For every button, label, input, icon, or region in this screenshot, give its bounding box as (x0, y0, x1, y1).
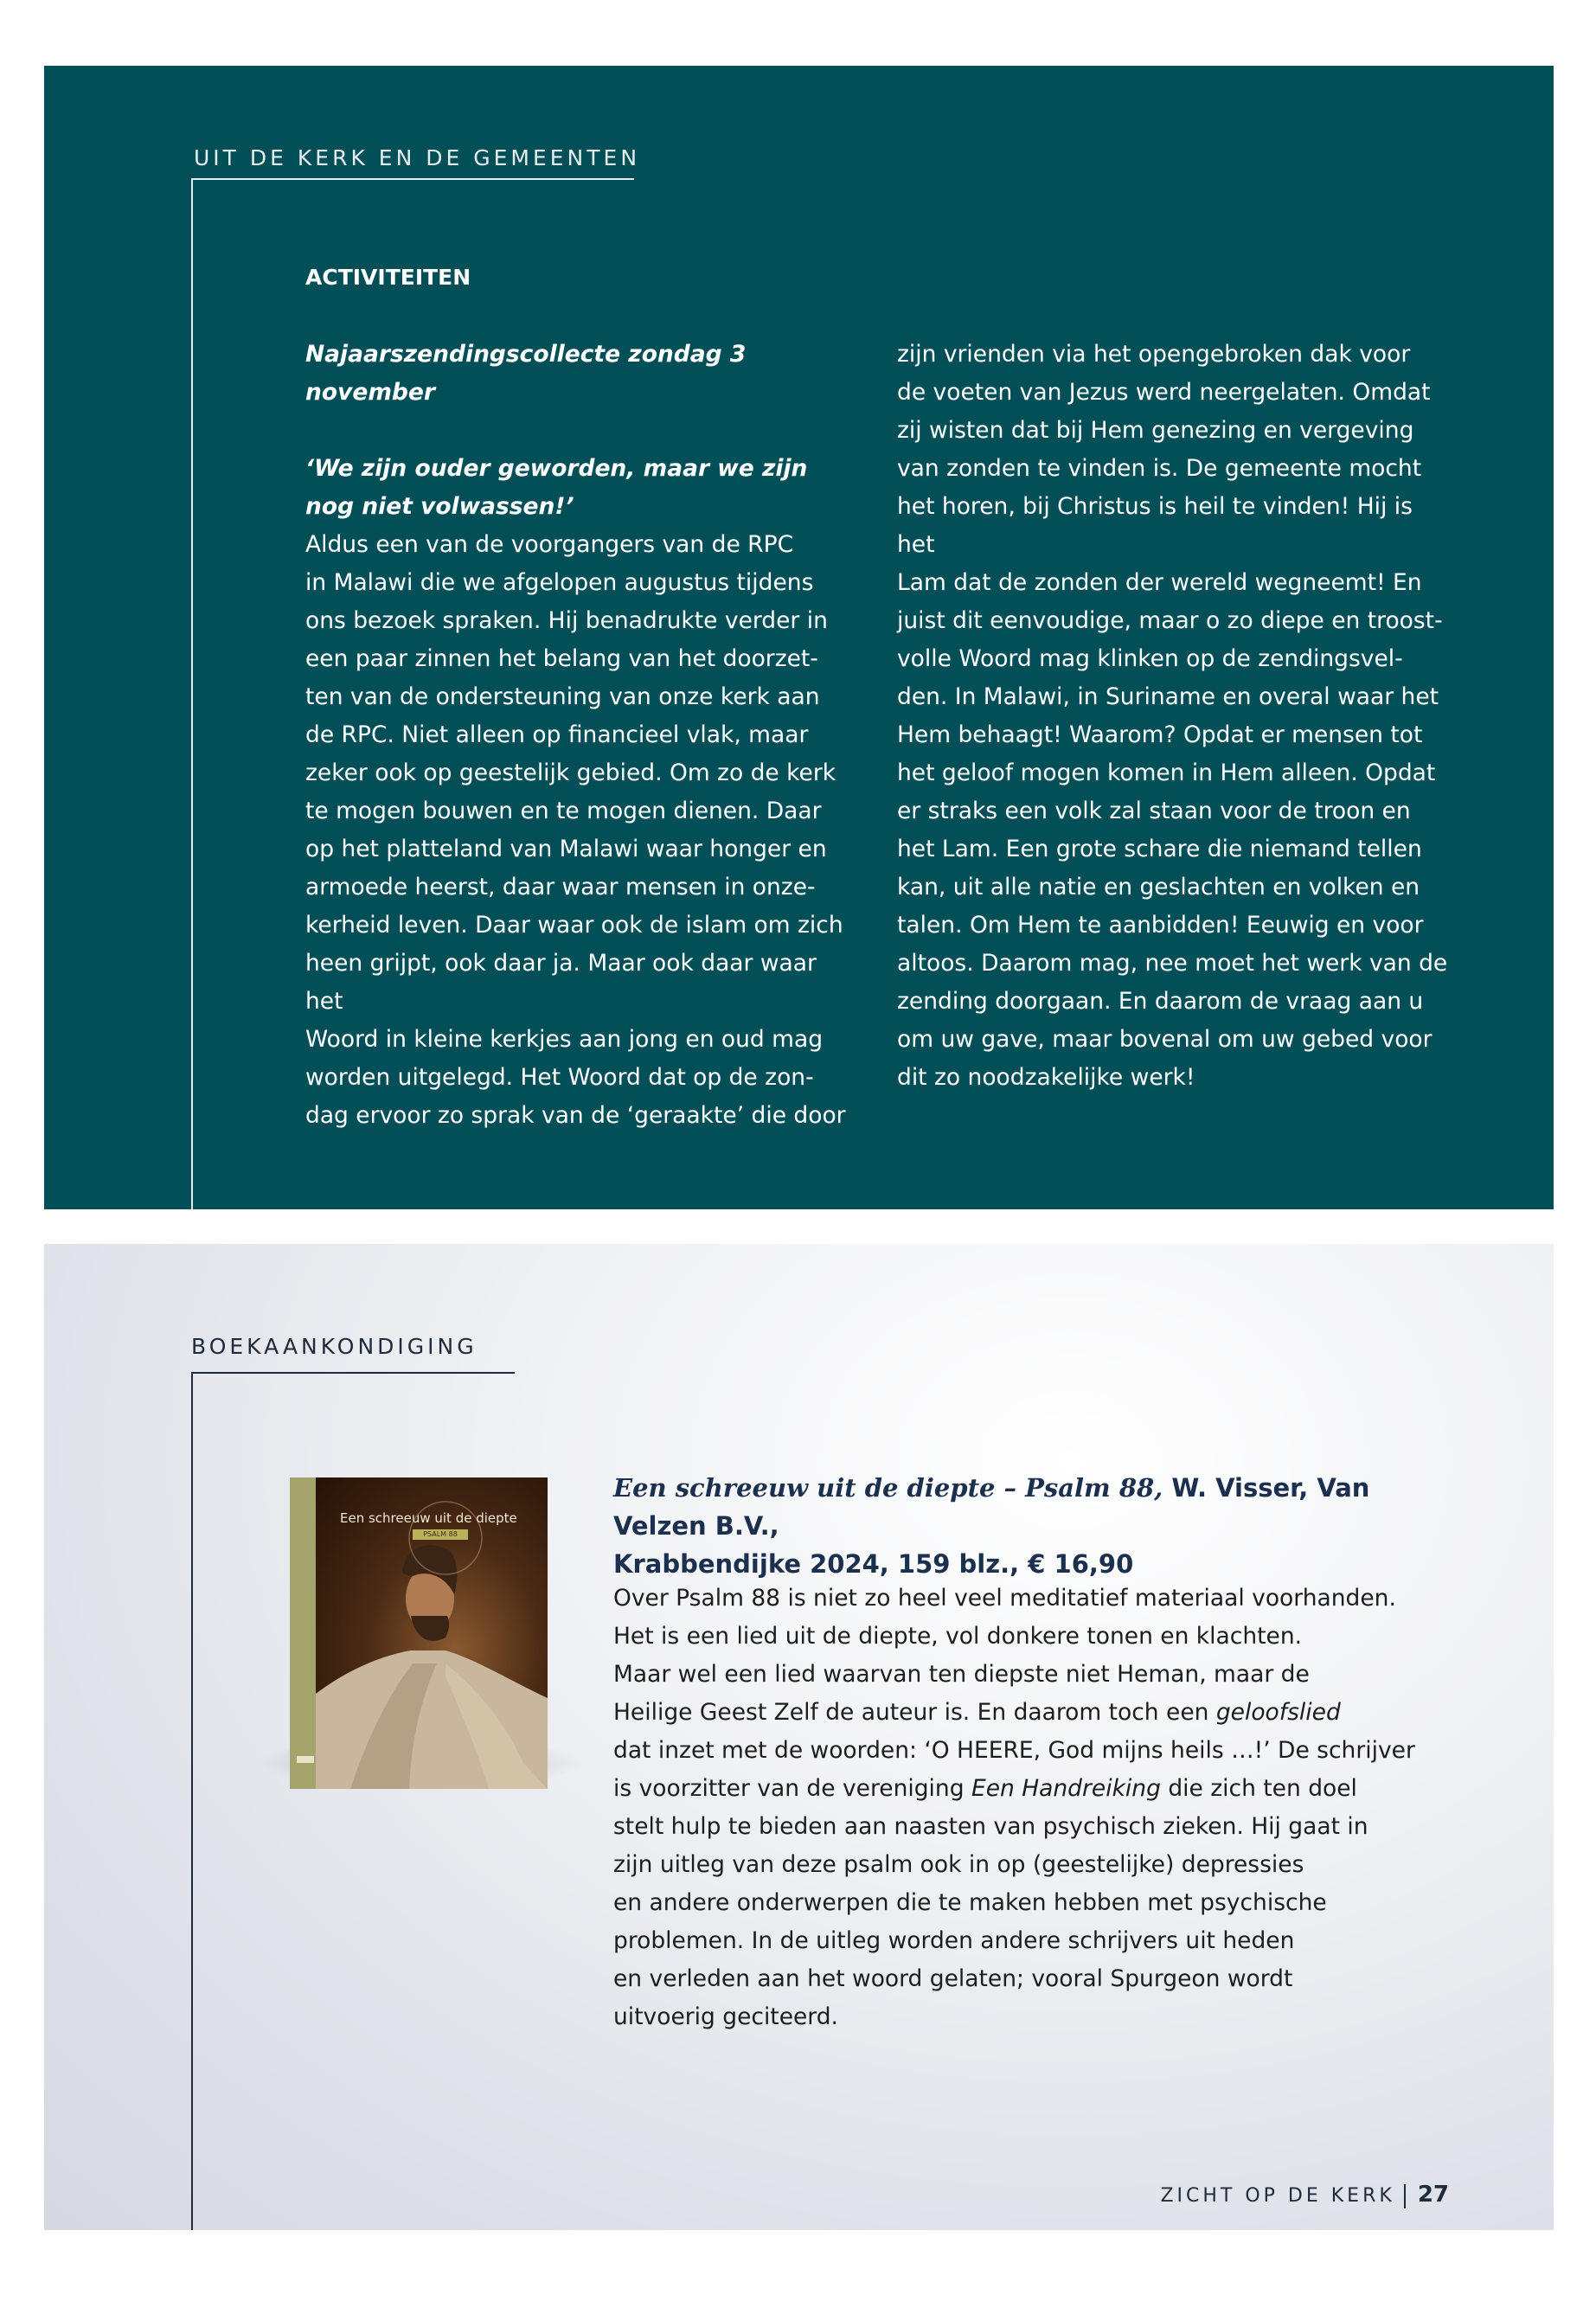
text-line: de RPC. Niet alleen op financieel vlak, maar (305, 721, 809, 748)
section-label: UIT DE KERK EN DE GEMEENTEN (194, 145, 641, 170)
label-underline (191, 178, 634, 180)
book-cover (290, 1477, 548, 1789)
text-line: te mogen bouwen en te mogen dienen. Daar (305, 798, 822, 824)
text-line: een paar zinnen het belang van het doorzet- (305, 645, 818, 672)
quote-line: nog niet volwassen!’ (305, 493, 574, 520)
text-line: dag ervoor zo sprak van de ‘geraakte’ die door (305, 1102, 846, 1129)
activities-panel (44, 66, 1554, 1209)
text-line: zending doorgaan. En daarom de vraag aan u (897, 988, 1424, 1015)
emphasis: Een Handreiking (971, 1775, 1161, 1802)
text-line: ons bezoek spraken. Hij benadrukte verder in (305, 607, 828, 634)
section-label: BOEKAANKONDIGING (191, 1334, 478, 1359)
text-line: het horen, bij Christus is heil te vinden! Hij is het (897, 493, 1413, 558)
text-line: Woord in kleine kerkjes aan jong en oud mag (305, 1026, 824, 1053)
article-subtitle: Najaarszendingscollecte zondag 3 november (305, 341, 747, 406)
text-line: Aldus een van de voorgangers van de RPC (305, 531, 794, 558)
text-segment: die zich ten doel (1160, 1775, 1357, 1802)
text-line: armoede heerst, daar waar mensen in onze- (305, 874, 816, 901)
text-line: het geloof mogen komen in Hem alleen. Opdat (897, 760, 1436, 786)
text-segment: is voorzitter van de vereniging (613, 1775, 971, 1802)
text-line: dat inzet met de woorden: ‘O HEERE, God mijns heils …!’ De schrijver (613, 1737, 1415, 1764)
text-line: er straks een volk zal staan voor de troon en (897, 798, 1411, 824)
text-line: kerheid leven. Daar waar ook de islam om zich (305, 912, 843, 939)
book-title-italic: Een schreeuw uit de diepte – Psalm 88, (613, 1473, 1163, 1503)
text-line: kan, uit alle natie en geslachten en volken en (897, 874, 1420, 901)
text-line: worden uitgelegd. Het Woord dat op de zon- (305, 1064, 814, 1091)
text-line: van zonden te vinden is. De gemeente mocht (897, 455, 1422, 482)
text-line: altoos. Daarom mag, nee moet het werk van de (897, 950, 1448, 977)
page-footer (0, 2182, 1449, 2208)
book-cover-art (316, 1477, 548, 1789)
text-line: op het platteland van Malawi waar honger en (305, 836, 827, 862)
text-line: stelt hulp te bieden aan naasten van psychisch zieken. Hij gaat in (613, 1813, 1368, 1840)
magazine-name: ZICHT OP DE KERK (1160, 2185, 1395, 2207)
text-line: zij wisten dat bij Hem genezing en vergeving (897, 417, 1414, 444)
publisher-logo (297, 1756, 314, 1763)
book-title (613, 1469, 1392, 1583)
text-line: de voeten van Jezus werd neergelaten. Omdat (897, 379, 1431, 406)
text-line: Hem behaagt! Waarom? Opdat er mensen tot (897, 721, 1423, 748)
text-line: uitvoerig geciteerd. (613, 2003, 838, 2030)
book-author-publisher: W. Visser, Van Velzen B.V., (613, 1473, 1370, 1541)
text-line: om uw gave, maar bovenal om uw gebed voor (897, 1026, 1433, 1053)
book-announcement-panel (44, 1244, 1554, 2230)
article-left-column (305, 336, 859, 1135)
text-line: ten van de ondersteuning van onze kerk aan (305, 683, 820, 710)
text-line: juist dit eenvoudige, maar o zo diepe en troost- (897, 607, 1443, 634)
text-line: zeker ook op geestelijk gebied. Om zo de kerk (305, 760, 836, 786)
text-line: en andere onderwerpen die te maken hebben met psychische (613, 1889, 1327, 1916)
section-heading: ACTIVITEITEN (305, 265, 471, 290)
text-line: volle Woord mag klinken op de zendingsvel- (897, 645, 1403, 672)
text-line (613, 1694, 1426, 1732)
text-segment: Heilige Geest Zelf de auteur is. En daarom toch een (613, 1699, 1216, 1726)
book-details: Krabbendijke 2024, 159 blz., € 16,90 (613, 1549, 1134, 1579)
text-line: dit zo noodzakelijke werk! (897, 1064, 1195, 1091)
article-right-column (897, 336, 1451, 1097)
emphasis: geloofslied (1215, 1699, 1341, 1726)
vertical-rule (191, 1372, 193, 2230)
label-underline (191, 1372, 515, 1374)
book-review-text (613, 1580, 1426, 2036)
text-line: Maar wel een lied waarvan ten diepste niet Heman, maar de (613, 1661, 1310, 1688)
text-line: den. In Malawi, in Suriname en overal waar het (897, 683, 1439, 710)
text-line: en verleden aan het woord gelaten; vooral Spurgeon wordt (613, 1965, 1293, 1992)
footer-divider (1404, 2184, 1406, 2208)
cover-subtitle: PSALM 88 (413, 1529, 468, 1540)
cover-title: Een schreeuw uit de diepte (340, 1510, 517, 1526)
text-line (613, 1770, 1426, 1808)
text-line: zijn vrienden via het opengebroken dak voor (897, 341, 1411, 368)
text-line: problemen. In de uitleg worden andere schrijvers uit heden (613, 1927, 1295, 1954)
book-spine (290, 1477, 316, 1789)
text-line: het Lam. Een grote schare die niemand tellen (897, 836, 1422, 862)
text-line: heen grijpt, ook daar ja. Maar ook daar waar het (305, 950, 817, 1015)
page-number: 27 (1417, 2182, 1449, 2208)
text-line: zijn uitleg van deze psalm ook in op (geestelijke) depressies (613, 1851, 1304, 1878)
quote-line: ‘We zijn ouder geworden, maar we zijn (305, 455, 808, 482)
text-line: in Malawi die we afgelopen augustus tijdens (305, 569, 814, 596)
text-line: talen. Om Hem te aanbidden! Eeuwig en voor (897, 912, 1424, 939)
text-line: Lam dat de zonden der wereld wegneemt! En (897, 569, 1422, 596)
text-line: Het is een lied uit de diepte, vol donkere tonen en klachten. (613, 1623, 1303, 1650)
text-line: Over Psalm 88 is niet zo heel veel meditatief materiaal voorhanden. (613, 1585, 1396, 1612)
vertical-rule (191, 178, 193, 1209)
